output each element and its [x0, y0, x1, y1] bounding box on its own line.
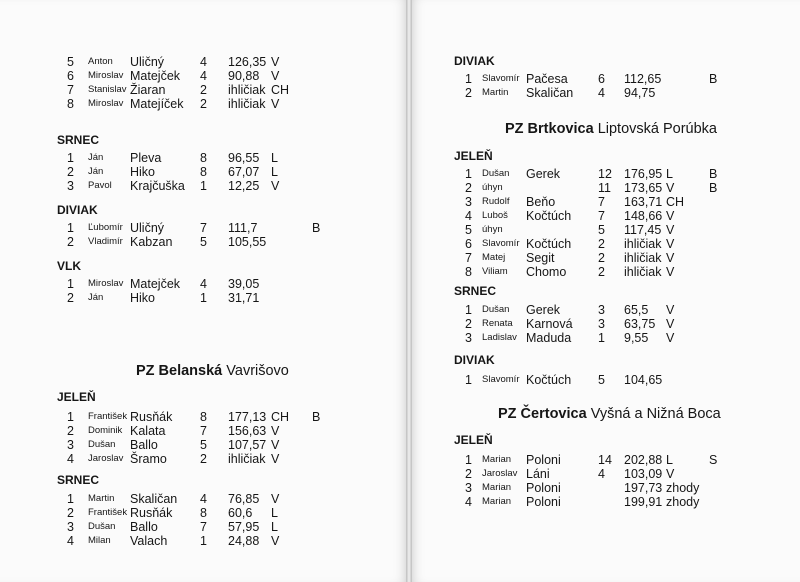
cell-first: Viliam — [482, 266, 508, 277]
cell-score: 63,75 — [624, 317, 656, 331]
cell-medal: V — [271, 492, 280, 506]
table-row — [458, 223, 758, 237]
cell-score: 105,55 — [228, 235, 267, 249]
cell-count: 7 — [598, 195, 605, 209]
cell-medal: L — [271, 520, 278, 534]
cell-no: 1 — [67, 151, 74, 165]
cell-first: Stanislav — [88, 84, 127, 95]
cell-score: 67,07 — [228, 165, 260, 179]
cell-first: Dominik — [88, 425, 123, 436]
cell-last: Poloni — [526, 481, 561, 495]
cell-first: Ján — [88, 292, 104, 303]
cell-last: Kočtúch — [526, 237, 572, 251]
cell-first: Marian — [482, 454, 512, 465]
cell-score: 173,65 — [624, 181, 663, 195]
cell-score: ihličiak — [624, 265, 662, 279]
table-row — [60, 83, 360, 97]
cell-last: Matejček — [130, 277, 181, 291]
cell-no: 2 — [67, 235, 74, 249]
cell-count: 8 — [200, 151, 207, 165]
cell-first: František — [88, 411, 128, 422]
cell-score: 148,66 — [624, 209, 663, 223]
cell-medal: V — [666, 181, 675, 195]
cell-medal: zhody — [666, 481, 700, 495]
cell-first: Miroslav — [88, 98, 124, 109]
cell-count: 6 — [598, 72, 605, 86]
cell-score: 90,88 — [228, 69, 260, 83]
section-heading-diviak-right: DIVIAK — [454, 54, 495, 68]
cell-last: Rusňák — [130, 410, 173, 424]
cell-no: 1 — [465, 303, 472, 317]
cell-last: Šramo — [130, 452, 167, 466]
cell-last: Kočtúch — [526, 209, 572, 223]
cell-count: 3 — [598, 303, 605, 317]
cell-count: 4 — [200, 69, 207, 83]
cell-count: 4 — [598, 467, 605, 481]
club-place: Liptovská Porúbka — [597, 121, 717, 137]
cell-count: 2 — [598, 265, 605, 279]
cell-score: ihličiak — [624, 237, 662, 251]
cell-count: 7 — [200, 424, 207, 438]
cell-extra: B — [709, 167, 718, 181]
table-row — [458, 181, 758, 195]
table-row — [60, 492, 360, 506]
cell-score: 57,95 — [228, 520, 260, 534]
cell-first: úhyn — [482, 224, 503, 235]
table-row — [458, 495, 758, 509]
cell-score: 104,65 — [624, 373, 663, 387]
cell-first: Miroslav — [88, 278, 124, 289]
cell-first: Jaroslav — [88, 453, 124, 464]
cell-first: Vladimír — [88, 236, 123, 247]
cell-last: Žiaran — [130, 83, 166, 97]
table-row — [60, 69, 360, 83]
table-row — [458, 72, 758, 86]
section-heading-srnec: SRNEC — [57, 133, 100, 147]
cell-extra: B — [312, 410, 321, 424]
cell-medal: V — [666, 303, 675, 317]
cell-no: 7 — [67, 83, 74, 97]
cell-medal: L — [666, 453, 673, 467]
table-row — [458, 331, 758, 345]
cell-score: ihličiak — [228, 97, 266, 111]
cell-no: 2 — [67, 165, 74, 179]
cell-no: 3 — [67, 438, 74, 452]
cell-first: Luboš — [482, 210, 508, 221]
cell-count: 4 — [200, 277, 207, 291]
cell-medal: V — [271, 97, 280, 111]
cell-score: 65,5 — [624, 303, 649, 317]
cell-no: 1 — [465, 167, 472, 181]
cell-last: Uličný — [130, 55, 165, 69]
cell-medal: V — [666, 331, 675, 345]
cell-first: úhyn — [482, 182, 503, 193]
cell-count: 12 — [598, 167, 612, 181]
cell-first: Slavomír — [482, 238, 520, 249]
cell-no: 1 — [67, 492, 74, 506]
cell-medal: V — [271, 438, 280, 452]
cell-last: Kabzan — [130, 235, 173, 249]
cell-last: Gerek — [526, 303, 561, 317]
section-heading-diviak: DIVIAK — [57, 203, 98, 217]
cell-score: 94,75 — [624, 86, 656, 100]
cell-medal: V — [666, 251, 675, 265]
cell-no: 2 — [67, 291, 74, 305]
cell-score: 24,88 — [228, 534, 260, 548]
table-row — [60, 277, 360, 291]
cell-medal: V — [271, 424, 280, 438]
cell-count: 5 — [598, 373, 605, 387]
club-place: Vyšná a Nižná Boca — [590, 406, 721, 422]
cell-score: 156,63 — [228, 424, 267, 438]
cell-first: Dušan — [88, 439, 116, 450]
cell-extra: B — [709, 72, 718, 86]
cell-no: 2 — [465, 181, 472, 195]
cell-medal: V — [666, 265, 675, 279]
table-row — [458, 209, 758, 223]
cell-no: 7 — [465, 251, 472, 265]
cell-medal: V — [271, 534, 280, 548]
table-row — [60, 438, 360, 452]
cell-last: Uličný — [130, 221, 165, 235]
cell-medal: V — [666, 317, 675, 331]
cell-last: Segit — [526, 251, 555, 265]
cell-score: 9,55 — [624, 331, 649, 345]
club-heading-belanska — [136, 363, 289, 379]
club-name: PZ Čertovica — [498, 406, 587, 422]
cell-no: 2 — [465, 467, 472, 481]
cell-last: Pačesa — [526, 72, 568, 86]
table-row — [458, 237, 758, 251]
cell-count: 1 — [200, 534, 207, 548]
cell-last: Chomo — [526, 265, 567, 279]
cell-medal: V — [271, 55, 280, 69]
cell-first: Miroslav — [88, 70, 124, 81]
cell-no: 6 — [465, 237, 472, 251]
cell-first: Jaroslav — [482, 468, 518, 479]
section-heading-jelen: JELEŇ — [57, 390, 96, 404]
table-row — [458, 167, 758, 181]
cell-medal: L — [271, 506, 278, 520]
cell-count: 11 — [598, 181, 611, 195]
cell-no: 3 — [465, 331, 472, 345]
cell-score: 76,85 — [228, 492, 260, 506]
cell-score: 199,91 — [624, 495, 663, 509]
cell-last: Karnová — [526, 317, 573, 331]
cell-score: 112,65 — [624, 72, 662, 86]
table-row — [458, 317, 758, 331]
cell-score: ihličiak — [624, 251, 662, 265]
cell-no: 1 — [67, 221, 74, 235]
cell-no: 3 — [67, 520, 74, 534]
cell-medal: L — [666, 167, 673, 181]
cell-no: 5 — [67, 55, 74, 69]
cell-last: Skaličan — [526, 86, 574, 100]
cell-first: Slavomír — [482, 73, 520, 84]
cell-last: Gerek — [526, 167, 561, 181]
cell-no: 3 — [67, 179, 74, 193]
cell-count: 7 — [200, 520, 207, 534]
cell-last: Skaličan — [130, 492, 178, 506]
cell-medal: V — [666, 209, 675, 223]
table-row — [60, 179, 360, 193]
cell-count: 3 — [598, 317, 605, 331]
cell-no: 1 — [67, 410, 74, 424]
cell-score: 111,7 — [228, 221, 258, 235]
table-row — [458, 481, 758, 495]
cell-medal: CH — [271, 410, 290, 424]
table-row — [60, 520, 360, 534]
cell-score: 117,45 — [624, 223, 662, 237]
cell-last: Láni — [526, 467, 550, 481]
cell-count: 2 — [200, 452, 207, 466]
cell-count: 4 — [200, 492, 207, 506]
cell-no: 1 — [465, 72, 472, 86]
cell-count: 8 — [200, 506, 207, 520]
cell-no: 3 — [465, 481, 472, 495]
section-heading-diviak-right-2: DIVIAK — [454, 353, 495, 367]
cell-medal: V — [271, 69, 280, 83]
table-row — [60, 452, 360, 466]
cell-count: 5 — [200, 438, 207, 452]
cell-medal: L — [271, 165, 278, 179]
table-row — [60, 165, 360, 179]
cell-last: Hiko — [130, 291, 156, 305]
cell-first: Anton — [88, 56, 113, 67]
cell-extra: B — [709, 181, 718, 195]
cell-first: Matej — [482, 252, 506, 263]
cell-medal: V — [666, 467, 675, 481]
cell-medal: V — [666, 223, 675, 237]
cell-score: 31,71 — [228, 291, 260, 305]
cell-first: Dušan — [482, 168, 510, 179]
table-row — [458, 373, 758, 387]
cell-medal: L — [271, 151, 278, 165]
cell-no: 2 — [67, 424, 74, 438]
table-row — [458, 251, 758, 265]
cell-no: 8 — [67, 97, 74, 111]
cell-last: Hiko — [130, 165, 156, 179]
cell-first: Ján — [88, 166, 104, 177]
cell-score: ihličiak — [228, 83, 266, 97]
cell-count: 5 — [598, 223, 605, 237]
cell-count: 2 — [200, 83, 207, 97]
table-row — [60, 235, 360, 249]
cell-first: Dušan — [88, 521, 116, 532]
cell-score: 176,95 — [624, 167, 663, 181]
table-row — [60, 534, 360, 548]
cell-no: 6 — [67, 69, 74, 83]
cell-score: 60,6 — [228, 506, 253, 520]
table-row — [60, 221, 360, 235]
cell-first: Martin — [482, 87, 509, 98]
table-row — [60, 410, 360, 424]
section-heading-srnec-right: SRNEC — [454, 284, 497, 298]
cell-count: 4 — [200, 55, 207, 69]
cell-medal: V — [271, 452, 280, 466]
cell-no: 5 — [465, 223, 472, 237]
cell-medal: V — [271, 179, 280, 193]
cell-first: Dušan — [482, 304, 510, 315]
cell-no: 2 — [465, 317, 472, 331]
cell-last: Krajčuška — [130, 179, 185, 193]
cell-last: Maduda — [526, 331, 572, 345]
cell-last: Pleva — [130, 151, 162, 165]
cell-first: Marian — [482, 496, 512, 507]
cell-score: 39,05 — [228, 277, 260, 291]
cell-last: Ballo — [130, 438, 158, 452]
cell-count: 8 — [200, 410, 207, 424]
cell-no: 4 — [67, 452, 74, 466]
cell-score: 12,25 — [228, 179, 260, 193]
cell-first: Ladislav — [482, 332, 517, 343]
cell-extra: B — [312, 221, 321, 235]
club-place: Vavrišovo — [226, 363, 289, 379]
cell-no: 4 — [465, 209, 472, 223]
cell-count: 14 — [598, 453, 612, 467]
cell-medal: CH — [271, 83, 290, 97]
table-row — [60, 97, 360, 111]
club-heading-brtkovica — [505, 121, 717, 137]
cell-count: 1 — [200, 179, 207, 193]
table-row — [458, 265, 758, 279]
table-row — [60, 55, 360, 69]
cell-first: Martin — [88, 493, 115, 504]
cell-last: Ballo — [130, 520, 158, 534]
cell-score: 96,55 — [228, 151, 260, 165]
cell-score: 202,88 — [624, 453, 663, 467]
table-row — [60, 424, 360, 438]
cell-last: Beňo — [526, 195, 556, 209]
cell-first: Ján — [88, 152, 104, 163]
cell-first: Marian — [482, 482, 512, 493]
cell-medal: CH — [666, 195, 685, 209]
cell-score: 177,13 — [228, 410, 267, 424]
cell-last: Kočtúch — [526, 373, 572, 387]
cell-first: Pavol — [88, 180, 112, 191]
cell-count: 2 — [598, 251, 605, 265]
cell-count: 2 — [200, 97, 207, 111]
cell-last: Rusňák — [130, 506, 173, 520]
cell-count: 7 — [200, 221, 207, 235]
cell-no: 8 — [465, 265, 472, 279]
cell-score: 126,35 — [228, 55, 267, 69]
table-row — [60, 151, 360, 165]
cell-last: Valach — [130, 534, 168, 548]
club-name: PZ Brtkovica — [505, 121, 594, 137]
cell-last: Matejíček — [130, 97, 184, 111]
cell-first: Slavomír — [482, 374, 520, 385]
cell-no: 2 — [465, 86, 472, 100]
cell-count: 1 — [200, 291, 207, 305]
table-row — [458, 86, 758, 100]
cell-last: Matejček — [130, 69, 181, 83]
cell-no: 1 — [465, 373, 472, 387]
cell-extra: S — [709, 453, 718, 467]
cell-count: 2 — [598, 237, 605, 251]
cell-count: 5 — [200, 235, 207, 249]
table-row — [60, 506, 360, 520]
cell-medal: V — [666, 237, 675, 251]
club-name: PZ Belanská — [136, 363, 223, 379]
cell-no: 3 — [465, 195, 472, 209]
cell-no: 2 — [67, 506, 74, 520]
cell-first: Ľubomír — [88, 222, 123, 233]
cell-score: 103,09 — [624, 467, 663, 481]
cell-count: 8 — [200, 165, 207, 179]
cell-score: ihličiak — [228, 452, 266, 466]
cell-first: František — [88, 507, 128, 518]
cell-score: 107,57 — [228, 438, 267, 452]
cell-score: 163,71 — [624, 195, 663, 209]
cell-first: Renata — [482, 318, 513, 329]
cell-no: 4 — [465, 495, 472, 509]
cell-score: 197,73 — [624, 481, 663, 495]
section-heading-vlk: VLK — [57, 259, 81, 273]
cell-count: 7 — [598, 209, 605, 223]
cell-last: Poloni — [526, 495, 561, 509]
cell-first: Milan — [88, 535, 111, 546]
section-heading-jelen-right-2: JELEŇ — [454, 433, 493, 447]
cell-no: 4 — [67, 534, 74, 548]
table-row — [60, 291, 360, 305]
book-spine — [406, 0, 412, 582]
table-row — [458, 195, 758, 209]
cell-count: 1 — [598, 331, 605, 345]
table-row — [458, 303, 758, 317]
club-heading-certovica — [498, 406, 721, 422]
cell-medal: zhody — [666, 495, 700, 509]
cell-count: 4 — [598, 86, 605, 100]
section-heading-srnec-2: SRNEC — [57, 473, 100, 487]
cell-last: Poloni — [526, 453, 561, 467]
cell-first: Rudolf — [482, 196, 510, 207]
table-row — [458, 453, 758, 467]
cell-no: 1 — [465, 453, 472, 467]
cell-no: 1 — [67, 277, 74, 291]
cell-last: Kalata — [130, 424, 166, 438]
table-row — [458, 467, 758, 481]
section-heading-jelen-right: JELEŇ — [454, 149, 493, 163]
